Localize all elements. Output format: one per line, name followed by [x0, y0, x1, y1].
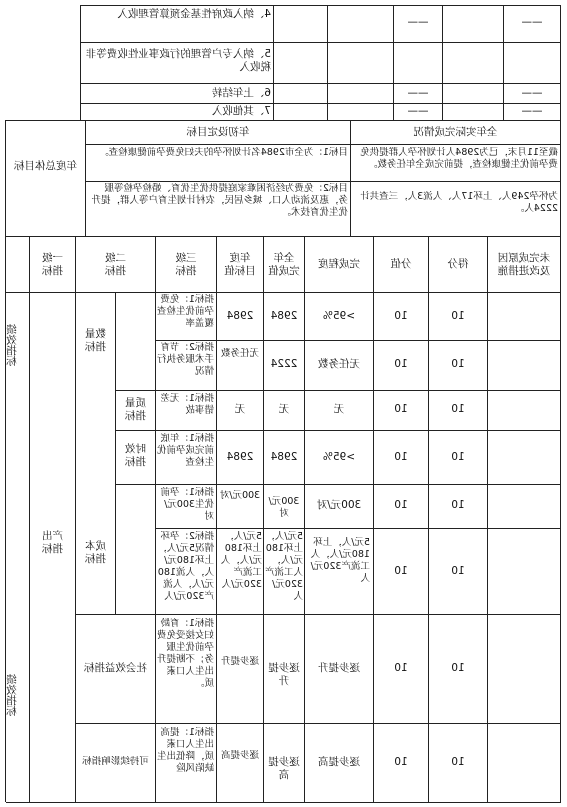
l3-cell: 指标1：提高出生人口素质，降低出生缺陷风险 — [157, 727, 214, 774]
completion-cell: 无任务数 — [318, 358, 360, 370]
weight-cell: 10 — [394, 310, 408, 322]
header-reason: 未完成原因 及改进措施 — [497, 252, 551, 277]
rule — [6, 292, 561, 293]
l2-cell: 数量 指标 — [85, 328, 106, 353]
actual-header: 全年实际完成情况 — [413, 126, 498, 138]
rule — [155, 236, 156, 802]
l1-output-label: 绩效指标 — [6, 324, 18, 366]
rule — [442, 5, 443, 120]
score-cell: 10 — [451, 403, 465, 415]
rule — [560, 236, 561, 802]
target-cell: 逐步提升 — [221, 656, 260, 667]
rule — [76, 614, 561, 615]
l3-cell: 指标1：孕前优生300元/对 — [160, 487, 214, 522]
completion-cell: 300元/对 — [316, 499, 362, 511]
target-cell: 无任务数 — [221, 348, 260, 359]
target-cell: 2984 — [226, 310, 254, 322]
header-l3: 三级 指标 — [175, 252, 197, 277]
value-cell: —— — [521, 105, 543, 117]
rule — [6, 236, 561, 237]
score-cell: 10 — [451, 310, 465, 322]
rule — [560, 120, 561, 236]
rule — [5, 120, 6, 236]
actual-2: 为怀孕249人、上环17人、人流3人，三查共计2224人。 — [360, 191, 558, 214]
value-cell: —— — [407, 87, 429, 99]
header-completion: 完成程度 — [318, 258, 360, 270]
score-cell: 10 — [451, 565, 465, 577]
rule — [6, 802, 561, 803]
score-cell: 10 — [451, 451, 465, 463]
header-l1: 一级 指标 — [42, 252, 63, 277]
score-cell: 10 — [451, 358, 465, 370]
completion-cell: 逐步提升 — [318, 662, 360, 674]
income-label: 6、上年结转 — [211, 87, 271, 99]
target-cell: 无 — [234, 403, 246, 415]
completion-cell: 无 — [333, 403, 345, 415]
completion-cell: >95% — [322, 451, 356, 463]
rule — [81, 42, 561, 43]
l3-cell: 指标1：年底前完成孕前优生检查 — [157, 433, 214, 468]
rule — [116, 390, 561, 391]
l3-cell: 指标1：无差错事故 — [160, 393, 214, 416]
target-cell: 300元/对 — [219, 490, 261, 501]
value-cell: —— — [407, 105, 429, 117]
rule — [487, 236, 488, 802]
full-year-cell: 5元/人，上环180元/人，人工流产320元/人 — [265, 531, 303, 602]
rule — [81, 83, 561, 84]
actual-1: 截至11月末，已为2984人计划怀孕人群提供免费孕前优生健康检查，提前完成全年任务数。 — [360, 147, 558, 170]
score-cell: 10 — [451, 499, 465, 511]
l2-cell: 成本 指标 — [85, 540, 106, 565]
full-year-cell: 2224 — [270, 358, 298, 370]
full-year-cell: 300元/对 — [268, 496, 300, 519]
value-cell: —— — [521, 16, 543, 28]
weight-cell: 10 — [394, 451, 408, 463]
full-year-cell: 逐步提升 — [268, 662, 300, 687]
score-cell: 10 — [451, 756, 465, 768]
target-cell: 2984 — [226, 451, 254, 463]
header-target: 年度 目标值 — [224, 252, 256, 277]
rule — [81, 5, 561, 6]
l1-effect-label: 绩效指标 — [6, 674, 18, 716]
rule — [116, 484, 561, 485]
rule — [86, 144, 561, 145]
income-label: 5、纳入专户管理的行政事业性收费等非税收入 — [85, 48, 271, 73]
weight-cell: 10 — [394, 756, 408, 768]
l1-output-sub: 产出 指标 — [42, 530, 63, 555]
full-year-cell: 2984 — [270, 310, 298, 322]
full-year-cell: 无 — [278, 403, 290, 415]
goal-2: 目标2：免费为经济困难家庭提供优生优育、婚检孕检等服务，惠及流动人口、城乡居民，农村计划生育户等人群，提升优生优育技术。 — [91, 183, 348, 218]
value-cell: —— — [521, 87, 543, 99]
value-cell: —— — [407, 16, 429, 28]
completion-cell: 5元/人，上环180元/人，人工流产320元/人 — [310, 537, 370, 584]
l3-cell: 指标1：育龄妇女接受免费孕前优生服务；不断提升出生人口素质。 — [157, 618, 214, 689]
rule — [81, 103, 561, 104]
header-full-year: 全年 完成值 — [268, 252, 300, 277]
l2-cell: 社会效益指标 — [84, 662, 147, 674]
rule — [273, 5, 274, 120]
rule — [80, 5, 81, 120]
goal-1: 目标1：为全市2984名计划怀孕的夫妇免费孕前健康检查。 — [99, 147, 348, 158]
rule — [75, 236, 76, 802]
l3-cell: 指标2：孕环情况5元/人，上环180元/人，人流180元/人，人流产320元/人 — [157, 531, 214, 602]
weight-cell: 10 — [394, 662, 408, 674]
rule — [86, 181, 561, 182]
completion-cell: 逐步提高 — [318, 756, 360, 768]
income-label: 7、其他收入 — [211, 105, 271, 117]
header-l2: 二级 指标 — [105, 252, 126, 277]
rule — [560, 5, 561, 120]
l3-cell: 指标1：免费孕前优生检查覆盖率 — [157, 294, 214, 329]
full-year-cell: 2984 — [270, 451, 298, 463]
set-goal-header: 年初设定目标 — [186, 126, 250, 138]
income-label: 4、纳入政府性基金预算管理收入 — [117, 8, 271, 20]
rule — [327, 5, 328, 120]
rule — [29, 236, 30, 802]
full-year-cell: 逐步提高 — [268, 756, 300, 781]
weight-cell: 10 — [394, 565, 408, 577]
weight-cell: 10 — [394, 403, 408, 415]
l3-cell: 指标2：节育手术服务执行情况 — [157, 342, 214, 377]
score-cell: 10 — [451, 662, 465, 674]
rule — [116, 430, 561, 431]
weight-cell: 10 — [394, 358, 408, 370]
annual-goal-label: 年度总体目标 — [14, 160, 77, 172]
l2-cell: 时效 指标 — [125, 443, 146, 468]
rule — [6, 120, 561, 121]
weight-cell: 10 — [394, 499, 408, 511]
completion-cell: >95% — [322, 310, 356, 322]
target-cell: 逐步提高 — [221, 750, 260, 761]
rule — [76, 723, 561, 724]
l2-cell: 可持续影响指标 — [82, 756, 149, 767]
header-score: 得分 — [447, 258, 469, 270]
header-weight: 分值 — [390, 258, 412, 270]
l2-cell: 质量 指标 — [125, 397, 146, 422]
target-cell: 5元/人，上环180元/人，人工流产320元/人 — [220, 531, 262, 590]
